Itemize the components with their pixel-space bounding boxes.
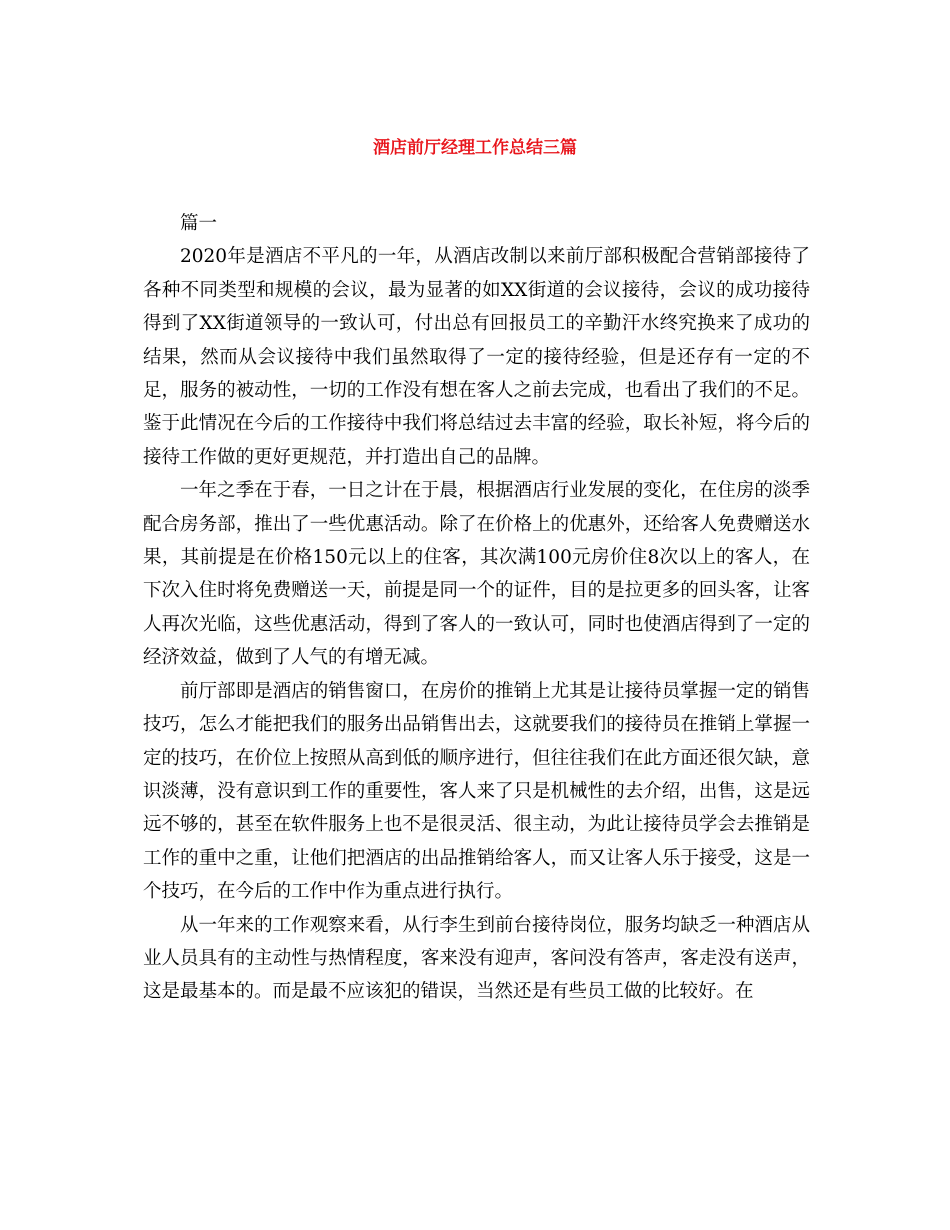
section-heading: 篇一 [180,213,218,234]
paragraph: 从一年来的工作观察来看，从行李生到前台接待岗位，服务均缺乏一种酒店从业人员具有的主动性与热情程度，客来没有迎声，客问没有答声，客走没有送声，这是最基本的。而是最不应该犯的错误，当然还是有些员工做的比较好。在 [143,914,810,1003]
document-title: 酒店前厅经理工作总结三篇 [373,138,577,158]
document-body [143,207,810,1009]
paragraph: 2020年是酒店不平凡的一年，从酒店改制以来前厅部积极配合营销部接待了各种不同类型和规模的会议，最为显著的如XX街道的会议接待，会议的成功接待得到了XX街道领导的一致认可，付出总有回报员工的辛勤汗水终究换来了成功的结果，然而从会议接待中我们虽然取得了一定的接待经验，但是还存有一定的不足，服务的被动性，一切的工作没有想在客人之前去完成，也看出了我们的不足。鉴于此情况在今后的工作接待中我们将总结过去丰富的经验，取长补短，将今后的接待工作做的更好更规范，并打造出自己的品牌。 [143,246,810,468]
paragraph: 一年之季在于春，一日之计在于晨，根据酒店行业发展的变化，在住房的淡季配合房务部，推出了一些优惠活动。除了在价格上的优惠外，还给客人免费赠送水果，其前提是在价格150元以上的住客，其次满100元房价住8次以上的客人，在下次入住时将免费赠送一天，前提是同一个的证件，目的是拉更多的回头客，让客人再次光临，这些优惠活动，得到了客人的一致认可，同时也使酒店得到了一定的经济效益，做到了人气的有增无减。 [143,480,810,669]
paragraph: 前厅部即是酒店的销售窗口，在房价的推销上尤其是让接待员掌握一定的销售技巧，怎么才能把我们的服务出品销售出去，这就要我们的接待员在推销上掌握一定的技巧，在价位上按照从高到低的顺序进行，但往往我们在此方面还很欠缺，意识淡薄，没有意识到工作的重要性，客人来了只是机械性的去介绍，出售，这是远远不够的，甚至在软件服务上也不是很灵活、很主动，为此让接待员学会去推销是工作的重中之重，让他们把酒店的出品推销给客人，而又让客人乐于接受，这是一个技巧，在今后的工作中作为重点进行执行。 [143,680,810,903]
